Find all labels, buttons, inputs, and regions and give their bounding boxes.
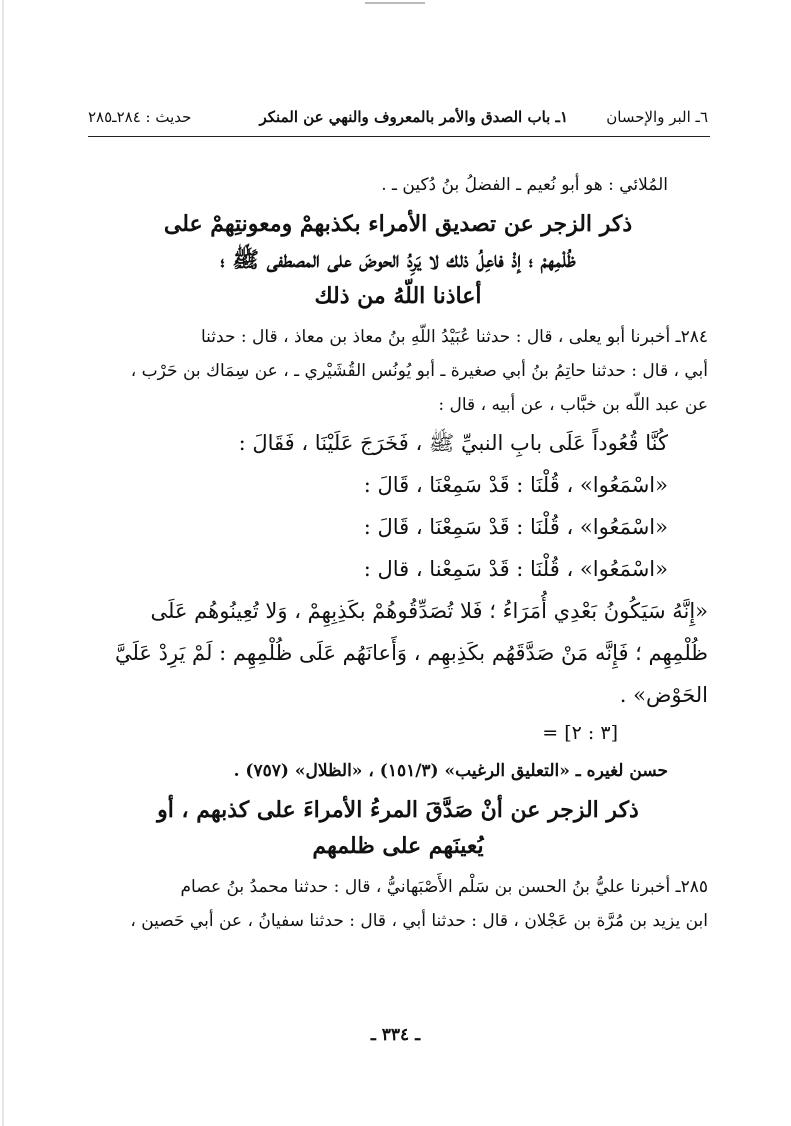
isnad-line: ٢٨٤ـ أخبرنا أبو يعلى ، قال : حدثنا عُبَيْدُ اللّهِ بنُ معاذ بن معاذ ، قال : حدثنا — [201, 327, 708, 347]
header-rule — [88, 136, 710, 137]
isnad-line: عن عبد اللّه بن خبَّاب ، عن أبيه ، قال : — [438, 395, 708, 415]
matn-line: «اسْمَعُوا» ، قُلْنَا : قَدْ سَمِعْنَا ، قَالَ : — [363, 515, 668, 539]
chapter-title: ٦ـ البر والإحسان — [606, 108, 708, 126]
chapter-heading-line: ذكر الزجر عن أنْ صَدَّقَ المرءُ الأمراءَ على كذبهم ، أو — [157, 797, 639, 823]
matn-line: «اسْمَعُوا» ، قُلْنَا : قَدْ سَمِعْنَا ، قَالَ : — [363, 473, 668, 497]
grading-note: حسن لغيره ـ «التعليق الرغيب» (١٥١/٣) ، «الظلال» (٧٥٧) . — [233, 761, 668, 781]
matn-line: كُنَّا قُعُوداً عَلَى بابِ النبيِّ ﷺ ، فَخَرَجَ عَلَيْنَا ، فَقَالَ : — [238, 431, 668, 455]
matn-line: ظُلْمِهِم ؛ فَإِنَّه مَنْ صَدَّقَهُم بكَذِبهِم ، وَأَعانَهُم عَلَى ظُلْمِهِم : لَمْ يَرِدْ عَلَيَّ — [114, 641, 708, 665]
matn-line: «اسْمَعُوا» ، قُلْنَا : قَدْ سَمِعْنا ، قال : — [363, 557, 668, 581]
section-title: ١ـ باب الصدق والأمر بالمعروف والنهي عن المنكر — [259, 108, 568, 126]
matn-line: الحَوْض» . — [619, 683, 708, 707]
chapter-heading-line: يُعينَهم على ظلمهم — [312, 833, 484, 859]
isnad-line: أبي ، قال : حدثنا حاتِمُ بنُ أبي صغيرة ـ أبو يُونُس القُشَيْري ـ ، عن سِمَاك بن حَرْب ، — [130, 361, 708, 381]
chapter-heading-line: ظُلْمِهمْ ؛ إذْ فاعِلُ ذلك لا يَرِدُ الحوضَ على المصطفى ﷺ ؛ — [220, 247, 576, 273]
cross-reference: [٣ : ٢] = — [542, 722, 618, 744]
running-header — [88, 108, 708, 132]
page-number: ـ ٣٣٤ ـ — [370, 1025, 421, 1045]
chapter-heading-line: أعاذنا اللّهُ من ذلك — [314, 283, 482, 309]
main-text — [88, 168, 708, 938]
intro-note: المُلائي : هو أبو نُعيم ـ الفضلُ بنُ دُكين ـ . — [381, 175, 668, 195]
matn-line: «إِنَّهُ سَيَكُونُ بَعْدِي أُمَرَاءُ ؛ فَلا تُصَدِّقُوهُمْ بكَذِبِهِمْ ، وَلا تُعِينُوهُم عَلَى — [150, 599, 708, 623]
page-edge — [2, 0, 4, 1126]
isnad-line: ابن يزيد بن مُرَّة بن عَجْلان ، قال : حدثنا أبي ، قال : حدثنا سفيانُ ، عن أبي حَصين ، — [130, 911, 708, 931]
chapter-heading-line: ذكر الزجر عن تصديق الأمراء بكذبهمْ ومعونتِهمْ على — [163, 211, 633, 237]
isnad-line: ٢٨٥ـ أخبرنا عليُّ بنُ الحسن بن سَلْم الأَصْبَهانيُّ ، قال : حدثنا محمدُ بنُ عصام — [180, 877, 708, 897]
top-mark — [365, 2, 425, 7]
hadith-range: حديث : ٢٨٤ـ٢٨٥ — [88, 108, 192, 126]
